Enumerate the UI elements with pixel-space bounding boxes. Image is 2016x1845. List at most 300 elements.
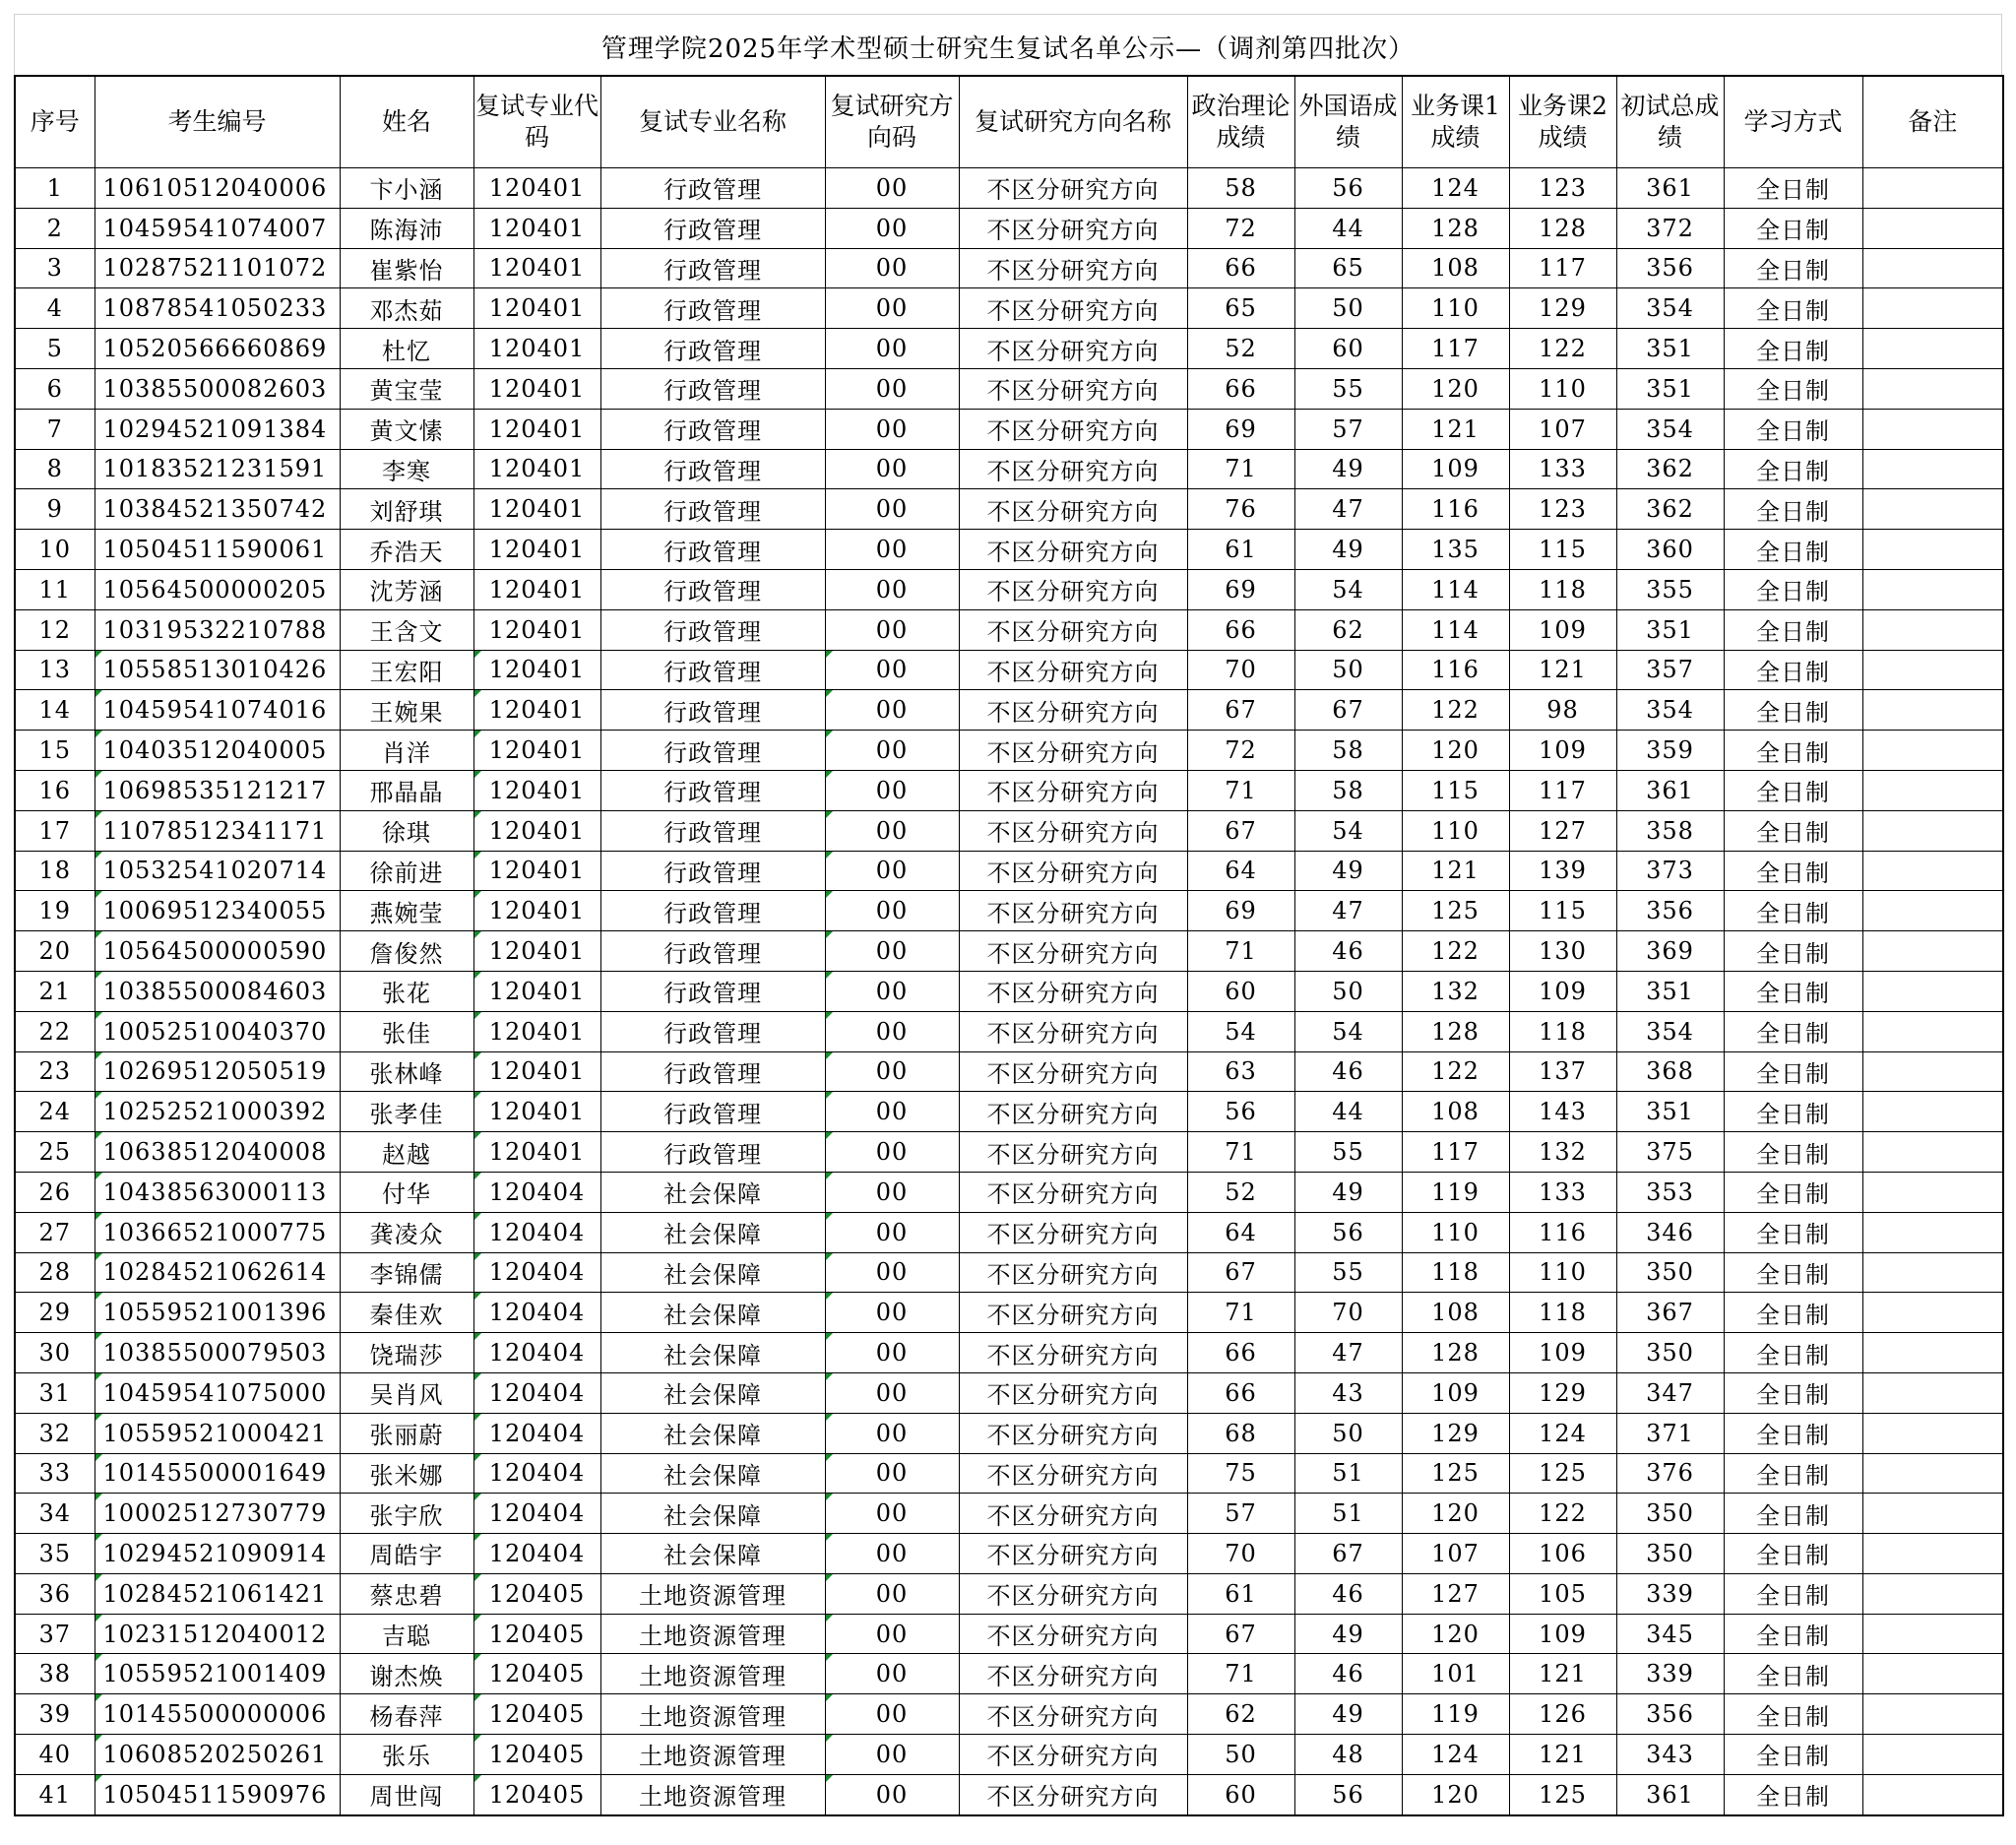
name-cell: 黄宝莹	[340, 368, 473, 409]
total-score-cell: 351	[1616, 368, 1724, 409]
foreign-language-score-cell: 47	[1294, 489, 1402, 530]
direction-code-cell: 00	[825, 168, 959, 209]
direction-name-cell: 不区分研究方向	[959, 1132, 1187, 1173]
seq-cell: 3	[15, 248, 94, 288]
seq-cell: 39	[15, 1694, 94, 1735]
direction-code-cell: 00	[825, 248, 959, 288]
header-cell: 序号	[15, 76, 94, 168]
table-row	[15, 609, 2003, 650]
subject2-score-cell: 105	[1509, 1573, 1616, 1614]
name-cell: 吉聪	[340, 1614, 473, 1654]
study-mode-cell: 全日制	[1724, 1011, 1862, 1051]
direction-code-cell: 00	[825, 1011, 959, 1051]
name-cell: 张乐	[340, 1735, 473, 1775]
major-name-cell: 行政管理	[600, 1092, 825, 1132]
name-cell: 付华	[340, 1172, 473, 1212]
study-mode-cell: 全日制	[1724, 1614, 1862, 1654]
major-name-cell: 行政管理	[600, 168, 825, 209]
table-row	[15, 288, 2003, 329]
politics-score-cell: 58	[1187, 168, 1294, 209]
subject2-score-cell: 127	[1509, 810, 1616, 851]
seq-cell: 8	[15, 449, 94, 489]
study-mode-cell: 全日制	[1724, 530, 1862, 570]
subject2-score-cell: 139	[1509, 851, 1616, 891]
subject1-score-cell: 108	[1402, 1092, 1509, 1132]
seq-cell: 29	[15, 1293, 94, 1333]
subject1-score-cell: 117	[1402, 1132, 1509, 1173]
direction-name-cell: 不区分研究方向	[959, 851, 1187, 891]
major-name-cell: 土地资源管理	[600, 1614, 825, 1654]
total-score-cell: 356	[1616, 248, 1724, 288]
exam-id-cell: 10231512040012	[94, 1614, 340, 1654]
direction-code-cell: 00	[825, 810, 959, 851]
direction-name-cell: 不区分研究方向	[959, 1011, 1187, 1051]
major-name-cell: 行政管理	[600, 449, 825, 489]
subject2-score-cell: 117	[1509, 770, 1616, 810]
subject1-score-cell: 114	[1402, 609, 1509, 650]
study-mode-cell: 全日制	[1724, 329, 1862, 369]
total-score-cell: 351	[1616, 329, 1724, 369]
major-code-cell: 120405	[473, 1694, 600, 1735]
header-cell: 业务课1成绩	[1402, 76, 1509, 168]
remarks-cell	[1862, 530, 2003, 570]
exam-id-cell: 10608520250261	[94, 1735, 340, 1775]
document-title: 管理学院2025年学术型硕士研究生复试名单公示—（调剂第四批次）	[14, 14, 2002, 75]
table-row	[15, 1654, 2003, 1694]
table-row	[15, 1453, 2003, 1494]
subject2-score-cell: 109	[1509, 731, 1616, 771]
name-cell: 杨春萍	[340, 1694, 473, 1735]
subject1-score-cell: 125	[1402, 891, 1509, 931]
table-row	[15, 329, 2003, 369]
direction-code-cell: 00	[825, 609, 959, 650]
name-cell: 周世闯	[340, 1774, 473, 1814]
direction-name-cell: 不区分研究方向	[959, 1413, 1187, 1453]
header-row	[15, 76, 2003, 168]
politics-score-cell: 52	[1187, 1172, 1294, 1212]
study-mode-cell: 全日制	[1724, 851, 1862, 891]
politics-score-cell: 70	[1187, 650, 1294, 690]
direction-name-cell: 不区分研究方向	[959, 810, 1187, 851]
foreign-language-score-cell: 50	[1294, 1413, 1402, 1453]
major-name-cell: 行政管理	[600, 530, 825, 570]
politics-score-cell: 56	[1187, 1092, 1294, 1132]
subject1-score-cell: 119	[1402, 1694, 1509, 1735]
seq-cell: 23	[15, 1051, 94, 1092]
major-code-cell: 120401	[473, 650, 600, 690]
name-cell: 饶瑞莎	[340, 1333, 473, 1373]
seq-cell: 10	[15, 530, 94, 570]
direction-code-cell: 00	[825, 1694, 959, 1735]
study-mode-cell: 全日制	[1724, 569, 1862, 609]
name-cell: 吴肖风	[340, 1372, 473, 1413]
seq-cell: 1	[15, 168, 94, 209]
header-cell: 复试专业代码	[473, 76, 600, 168]
direction-code-cell: 00	[825, 650, 959, 690]
study-mode-cell: 全日制	[1724, 1654, 1862, 1694]
subject1-score-cell: 115	[1402, 770, 1509, 810]
remarks-cell	[1862, 690, 2003, 731]
subject2-score-cell: 109	[1509, 971, 1616, 1011]
major-code-cell: 120404	[473, 1413, 600, 1453]
subject1-score-cell: 117	[1402, 329, 1509, 369]
study-mode-cell: 全日制	[1724, 770, 1862, 810]
study-mode-cell: 全日制	[1724, 1694, 1862, 1735]
major-name-cell: 行政管理	[600, 368, 825, 409]
table-row	[15, 569, 2003, 609]
direction-name-cell: 不区分研究方向	[959, 288, 1187, 329]
remarks-cell	[1862, 1132, 2003, 1173]
table-row	[15, 1614, 2003, 1654]
name-cell: 杜忆	[340, 329, 473, 369]
study-mode-cell: 全日制	[1724, 1494, 1862, 1534]
politics-score-cell: 65	[1187, 288, 1294, 329]
subject2-score-cell: 107	[1509, 409, 1616, 449]
table-row	[15, 449, 2003, 489]
major-code-cell: 120401	[473, 168, 600, 209]
foreign-language-score-cell: 48	[1294, 1735, 1402, 1775]
politics-score-cell: 71	[1187, 449, 1294, 489]
study-mode-cell: 全日制	[1724, 690, 1862, 731]
total-score-cell: 343	[1616, 1735, 1724, 1775]
politics-score-cell: 76	[1187, 489, 1294, 530]
seq-cell: 22	[15, 1011, 94, 1051]
foreign-language-score-cell: 56	[1294, 168, 1402, 209]
major-name-cell: 行政管理	[600, 770, 825, 810]
major-name-cell: 行政管理	[600, 1051, 825, 1092]
table-row	[15, 1051, 2003, 1092]
exam-id-cell: 10287521101072	[94, 248, 340, 288]
exam-id-cell: 10385500082603	[94, 368, 340, 409]
name-cell: 王含文	[340, 609, 473, 650]
direction-name-cell: 不区分研究方向	[959, 1092, 1187, 1132]
exam-id-cell: 10269512050519	[94, 1051, 340, 1092]
study-mode-cell: 全日制	[1724, 208, 1862, 248]
direction-code-cell: 00	[825, 1372, 959, 1413]
politics-score-cell: 66	[1187, 609, 1294, 650]
direction-name-cell: 不区分研究方向	[959, 891, 1187, 931]
subject2-score-cell: 130	[1509, 931, 1616, 972]
major-name-cell: 社会保障	[600, 1293, 825, 1333]
subject2-score-cell: 133	[1509, 1172, 1616, 1212]
total-score-cell: 360	[1616, 530, 1724, 570]
total-score-cell: 350	[1616, 1333, 1724, 1373]
exam-id-cell: 10638512040008	[94, 1132, 340, 1173]
name-cell: 邓杰茹	[340, 288, 473, 329]
table-row	[15, 1735, 2003, 1775]
major-name-cell: 行政管理	[600, 650, 825, 690]
total-score-cell: 361	[1616, 770, 1724, 810]
foreign-language-score-cell: 58	[1294, 770, 1402, 810]
header-cell: 复试专业名称	[600, 76, 825, 168]
name-cell: 秦佳欢	[340, 1293, 473, 1333]
subject2-score-cell: 126	[1509, 1694, 1616, 1735]
table-row	[15, 650, 2003, 690]
politics-score-cell: 75	[1187, 1453, 1294, 1494]
politics-score-cell: 66	[1187, 1372, 1294, 1413]
study-mode-cell: 全日制	[1724, 168, 1862, 209]
direction-code-cell: 00	[825, 1333, 959, 1373]
name-cell: 张孝佳	[340, 1092, 473, 1132]
exam-id-cell: 10504511590976	[94, 1774, 340, 1814]
major-name-cell: 社会保障	[600, 1413, 825, 1453]
exam-id-cell: 10385500079503	[94, 1333, 340, 1373]
foreign-language-score-cell: 49	[1294, 1172, 1402, 1212]
subject2-score-cell: 129	[1509, 288, 1616, 329]
direction-name-cell: 不区分研究方向	[959, 489, 1187, 530]
seq-cell: 7	[15, 409, 94, 449]
direction-name-cell: 不区分研究方向	[959, 1333, 1187, 1373]
major-code-cell: 120401	[473, 1132, 600, 1173]
direction-name-cell: 不区分研究方向	[959, 1252, 1187, 1293]
politics-score-cell: 69	[1187, 409, 1294, 449]
study-mode-cell: 全日制	[1724, 1132, 1862, 1173]
remarks-cell	[1862, 1172, 2003, 1212]
direction-name-cell: 不区分研究方向	[959, 731, 1187, 771]
major-name-cell: 行政管理	[600, 288, 825, 329]
remarks-cell	[1862, 1534, 2003, 1574]
major-name-cell: 行政管理	[600, 690, 825, 731]
study-mode-cell: 全日制	[1724, 1252, 1862, 1293]
subject1-score-cell: 121	[1402, 851, 1509, 891]
header-cell: 考生编号	[94, 76, 340, 168]
exam-id-cell: 10384521350742	[94, 489, 340, 530]
direction-name-cell: 不区分研究方向	[959, 409, 1187, 449]
foreign-language-score-cell: 55	[1294, 368, 1402, 409]
name-cell: 肖洋	[340, 731, 473, 771]
subject1-score-cell: 128	[1402, 1011, 1509, 1051]
total-score-cell: 339	[1616, 1654, 1724, 1694]
major-name-cell: 行政管理	[600, 891, 825, 931]
table-row	[15, 1212, 2003, 1252]
subject1-score-cell: 110	[1402, 810, 1509, 851]
subject1-score-cell: 118	[1402, 1252, 1509, 1293]
politics-score-cell: 69	[1187, 891, 1294, 931]
direction-name-cell: 不区分研究方向	[959, 770, 1187, 810]
remarks-cell	[1862, 650, 2003, 690]
exam-id-cell: 10520566660869	[94, 329, 340, 369]
study-mode-cell: 全日制	[1724, 288, 1862, 329]
direction-code-cell: 00	[825, 891, 959, 931]
foreign-language-score-cell: 55	[1294, 1132, 1402, 1173]
politics-score-cell: 60	[1187, 971, 1294, 1011]
total-score-cell: 354	[1616, 409, 1724, 449]
remarks-cell	[1862, 731, 2003, 771]
foreign-language-score-cell: 54	[1294, 569, 1402, 609]
seq-cell: 40	[15, 1735, 94, 1775]
header-cell: 备注	[1862, 76, 2003, 168]
header-cell: 业务课2成绩	[1509, 76, 1616, 168]
subject1-score-cell: 128	[1402, 1333, 1509, 1373]
subject1-score-cell: 122	[1402, 690, 1509, 731]
table-row	[15, 1293, 2003, 1333]
table-row	[15, 168, 2003, 209]
total-score-cell: 356	[1616, 1694, 1724, 1735]
major-code-cell: 120405	[473, 1654, 600, 1694]
direction-code-cell: 00	[825, 409, 959, 449]
seq-cell: 36	[15, 1573, 94, 1614]
seq-cell: 19	[15, 891, 94, 931]
subject2-score-cell: 118	[1509, 1011, 1616, 1051]
subject2-score-cell: 123	[1509, 489, 1616, 530]
remarks-cell	[1862, 1333, 2003, 1373]
major-code-cell: 120404	[473, 1372, 600, 1413]
politics-score-cell: 54	[1187, 1011, 1294, 1051]
foreign-language-score-cell: 51	[1294, 1453, 1402, 1494]
exam-id-cell: 10564500000590	[94, 931, 340, 972]
seq-cell: 34	[15, 1494, 94, 1534]
foreign-language-score-cell: 50	[1294, 971, 1402, 1011]
major-name-cell: 行政管理	[600, 971, 825, 1011]
table-row	[15, 1011, 2003, 1051]
major-name-cell: 行政管理	[600, 489, 825, 530]
direction-name-cell: 不区分研究方向	[959, 368, 1187, 409]
name-cell: 沈芳涵	[340, 569, 473, 609]
foreign-language-score-cell: 49	[1294, 530, 1402, 570]
name-cell: 燕婉莹	[340, 891, 473, 931]
major-name-cell: 社会保障	[600, 1534, 825, 1574]
table-row	[15, 810, 2003, 851]
total-score-cell: 372	[1616, 208, 1724, 248]
name-cell: 张宇欣	[340, 1494, 473, 1534]
foreign-language-score-cell: 70	[1294, 1293, 1402, 1333]
table-row	[15, 1333, 2003, 1373]
subject1-score-cell: 120	[1402, 368, 1509, 409]
foreign-language-score-cell: 56	[1294, 1774, 1402, 1814]
total-score-cell: 354	[1616, 288, 1724, 329]
name-cell: 周皓宇	[340, 1534, 473, 1574]
foreign-language-score-cell: 58	[1294, 731, 1402, 771]
direction-name-cell: 不区分研究方向	[959, 1212, 1187, 1252]
table-row	[15, 891, 2003, 931]
exam-id-cell: 10403512040005	[94, 731, 340, 771]
exam-id-cell: 10610512040006	[94, 168, 340, 209]
exam-id-cell: 10284521061421	[94, 1573, 340, 1614]
direction-name-cell: 不区分研究方向	[959, 449, 1187, 489]
subject2-score-cell: 110	[1509, 368, 1616, 409]
table-row	[15, 368, 2003, 409]
direction-name-cell: 不区分研究方向	[959, 1494, 1187, 1534]
subject1-score-cell: 108	[1402, 248, 1509, 288]
direction-code-cell: 00	[825, 1212, 959, 1252]
seq-cell: 28	[15, 1252, 94, 1293]
direction-name-cell: 不区分研究方向	[959, 931, 1187, 972]
subject2-score-cell: 121	[1509, 1735, 1616, 1775]
direction-code-cell: 00	[825, 1534, 959, 1574]
seq-cell: 25	[15, 1132, 94, 1173]
remarks-cell	[1862, 1092, 2003, 1132]
direction-code-cell: 00	[825, 1413, 959, 1453]
table-row	[15, 1534, 2003, 1574]
foreign-language-score-cell: 49	[1294, 449, 1402, 489]
subject2-score-cell: 128	[1509, 208, 1616, 248]
politics-score-cell: 62	[1187, 1694, 1294, 1735]
subject1-score-cell: 109	[1402, 449, 1509, 489]
direction-code-cell: 00	[825, 288, 959, 329]
foreign-language-score-cell: 49	[1294, 851, 1402, 891]
foreign-language-score-cell: 56	[1294, 1212, 1402, 1252]
direction-name-cell: 不区分研究方向	[959, 1654, 1187, 1694]
exam-id-cell: 10459541074016	[94, 690, 340, 731]
subject1-score-cell: 120	[1402, 1614, 1509, 1654]
direction-name-cell: 不区分研究方向	[959, 1735, 1187, 1775]
subject1-score-cell: 122	[1402, 1051, 1509, 1092]
direction-name-cell: 不区分研究方向	[959, 329, 1187, 369]
study-mode-cell: 全日制	[1724, 731, 1862, 771]
total-score-cell: 373	[1616, 851, 1724, 891]
remarks-cell	[1862, 609, 2003, 650]
exam-id-cell: 10438563000113	[94, 1172, 340, 1212]
direction-code-cell: 00	[825, 971, 959, 1011]
name-cell: 张丽蔚	[340, 1413, 473, 1453]
major-name-cell: 行政管理	[600, 1011, 825, 1051]
exam-id-cell: 10069512340055	[94, 891, 340, 931]
direction-name-cell: 不区分研究方向	[959, 971, 1187, 1011]
total-score-cell: 353	[1616, 1172, 1724, 1212]
name-cell: 张花	[340, 971, 473, 1011]
subject1-score-cell: 128	[1402, 208, 1509, 248]
politics-score-cell: 68	[1187, 1413, 1294, 1453]
subject2-score-cell: 109	[1509, 1333, 1616, 1373]
name-cell: 张米娜	[340, 1453, 473, 1494]
politics-score-cell: 71	[1187, 1132, 1294, 1173]
foreign-language-score-cell: 62	[1294, 609, 1402, 650]
subject1-score-cell: 121	[1402, 409, 1509, 449]
direction-code-cell: 00	[825, 1132, 959, 1173]
direction-name-cell: 不区分研究方向	[959, 650, 1187, 690]
total-score-cell: 362	[1616, 489, 1724, 530]
direction-name-cell: 不区分研究方向	[959, 1293, 1187, 1333]
total-score-cell: 354	[1616, 1011, 1724, 1051]
major-name-cell: 社会保障	[600, 1372, 825, 1413]
exam-id-cell: 10294521090914	[94, 1534, 340, 1574]
major-code-cell: 120401	[473, 609, 600, 650]
subject2-score-cell: 109	[1509, 609, 1616, 650]
direction-code-cell: 00	[825, 329, 959, 369]
direction-name-cell: 不区分研究方向	[959, 530, 1187, 570]
study-mode-cell: 全日制	[1724, 931, 1862, 972]
direction-code-cell: 00	[825, 851, 959, 891]
name-cell: 李寒	[340, 449, 473, 489]
study-mode-cell: 全日制	[1724, 650, 1862, 690]
politics-score-cell: 72	[1187, 208, 1294, 248]
major-code-cell: 120401	[473, 690, 600, 731]
direction-code-cell: 00	[825, 368, 959, 409]
name-cell: 蔡忠碧	[340, 1573, 473, 1614]
subject2-score-cell: 125	[1509, 1774, 1616, 1814]
direction-code-cell: 00	[825, 931, 959, 972]
table-row	[15, 851, 2003, 891]
major-code-cell: 120401	[473, 810, 600, 851]
direction-name-cell: 不区分研究方向	[959, 208, 1187, 248]
study-mode-cell: 全日制	[1724, 368, 1862, 409]
direction-code-cell: 00	[825, 1774, 959, 1814]
remarks-cell	[1862, 891, 2003, 931]
total-score-cell: 351	[1616, 609, 1724, 650]
foreign-language-score-cell: 55	[1294, 1252, 1402, 1293]
header-cell: 姓名	[340, 76, 473, 168]
total-score-cell: 351	[1616, 1092, 1724, 1132]
table-row	[15, 530, 2003, 570]
total-score-cell: 361	[1616, 1774, 1724, 1814]
direction-code-cell: 00	[825, 1573, 959, 1614]
remarks-cell	[1862, 1494, 2003, 1534]
subject2-score-cell: 121	[1509, 650, 1616, 690]
major-name-cell: 土地资源管理	[600, 1694, 825, 1735]
subject1-score-cell: 108	[1402, 1293, 1509, 1333]
table-row	[15, 770, 2003, 810]
remarks-cell	[1862, 368, 2003, 409]
